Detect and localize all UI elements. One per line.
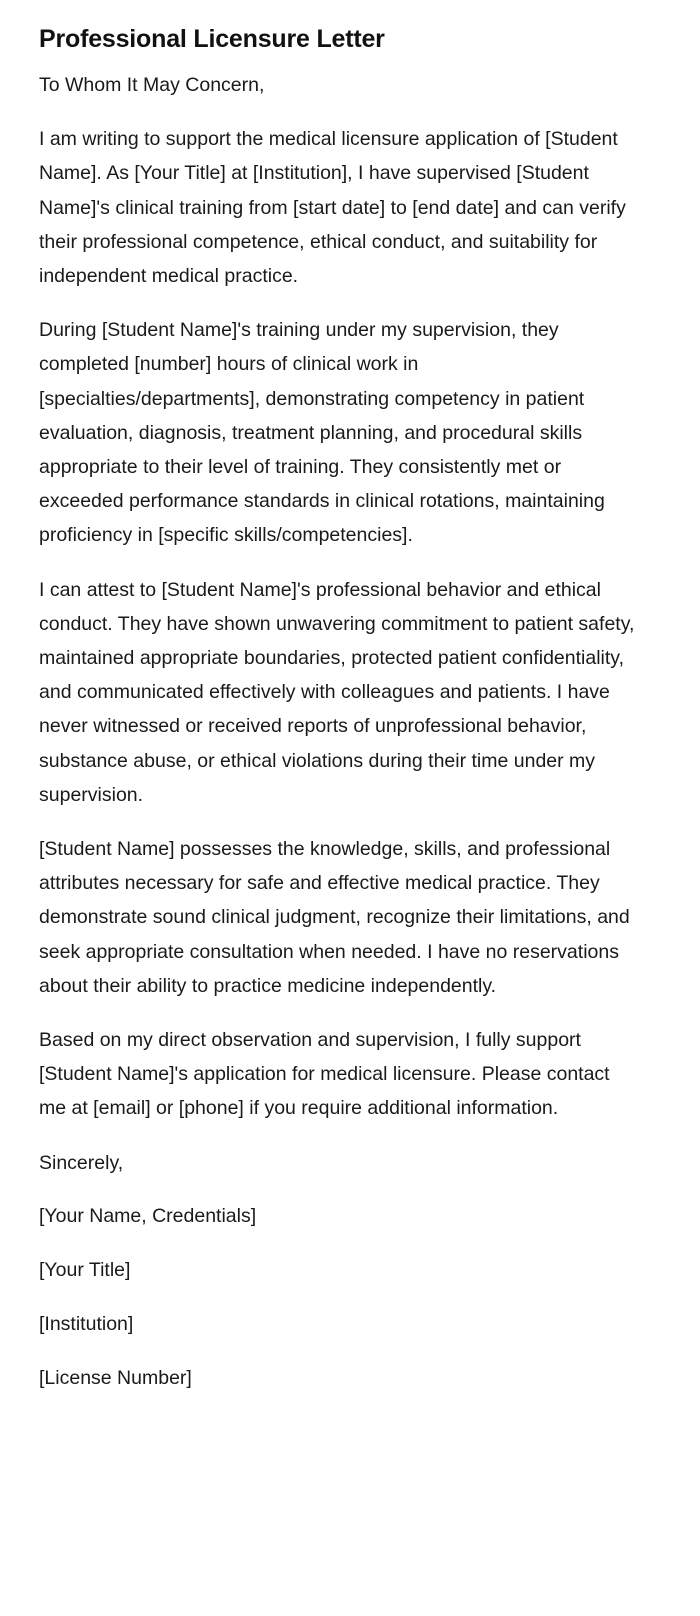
signature-name: [Your Name, Credentials] <box>39 1205 257 1228</box>
letter-paragraph-conduct: I can attest to [Student Name]'s professional behavior and ethical conduct. They have shown unwavering commitment to patient safety, maintained appropriate boundaries, protected patient confidentiality, and communicated effectively with colleagues and patients. I have never witnessed or received reports of unprofessional behavior, substance abuse, or ethical violations during their time under my supervision. <box>39 578 635 806</box>
letter-paragraph-support: Based on my direct observation and supervision, I fully support [Student Name]'s application for medical licensure. Please contact me at [email] or [phone] if you require additional information. <box>39 1029 610 1120</box>
letter-title: Professional Licensure Letter <box>39 25 385 53</box>
signature-license-number: [License Number] <box>39 1366 192 1389</box>
letter-paragraph-training: During [Student Name]'s training under my supervision, they completed [number] hours of clinical work in [specialties/departments], demonstrating competency in patient evaluation, diagnosis, treatment planning, and procedural skills appropriate to their level of training. They consistently met or exceeded performance standards in clinical rotations, maintaining proficiency in [specific skills/competencies]. <box>39 319 605 547</box>
signature-title: [Your Title] <box>39 1259 131 1282</box>
letter-closing: Sincerely, <box>39 1151 124 1174</box>
letter-paragraph-attributes: [Student Name] possesses the knowledge, skills, and professional attributes necessary for safe and effective medical practice. They demonstrate sound clinical judgment, recognize their limitations, and seek appropriate consultation when needed. I have no reservations about their ability to practice medicine independently. <box>39 838 630 997</box>
letter-salutation: To Whom It May Concern, <box>39 74 265 96</box>
letter-document <box>39 22 639 1395</box>
letter-paragraph-intro: I am writing to support the medical licensure application of [Student Name]. As [Your Title] at [Institution], I have supervised [Student Name]'s clinical training from [start date] to [end date] and can verify their professional competence, ethical conduct, and suitability for independent medical practice. <box>39 128 626 288</box>
signature-institution: [Institution] <box>39 1313 134 1336</box>
